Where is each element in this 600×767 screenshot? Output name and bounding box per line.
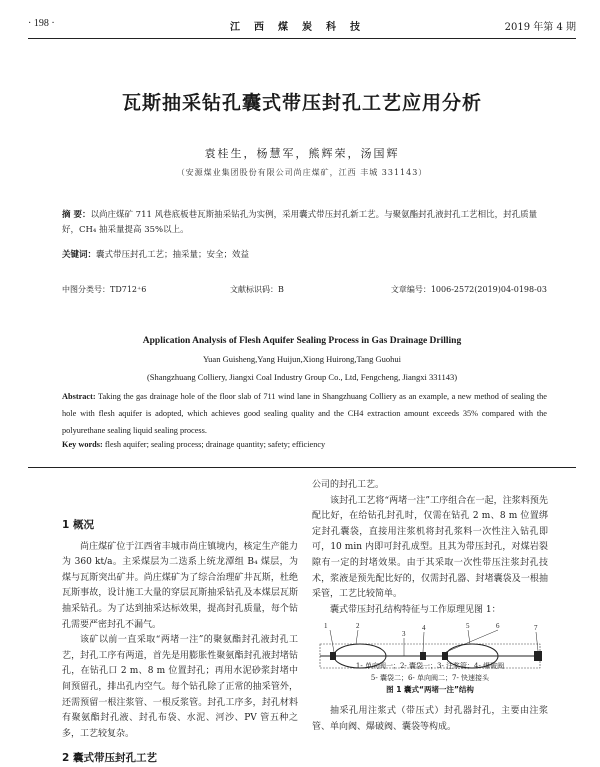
left-column (62, 518, 298, 767)
figure-label-1: 1 (324, 622, 328, 630)
article-number: 文章编号：1006-2572(2019)04-0198-03 (390, 285, 547, 294)
author-list: 袁桂生，杨慧军，熊辉荣，汤国辉 (204, 147, 400, 160)
figure-label-2: 2 (356, 622, 360, 630)
english-abstract-label: Abstract: (62, 392, 96, 401)
burst-valve (420, 652, 426, 660)
english-keywords-text: flesh aquifer; sealing process; drainage quantity; safety; efficiency (104, 440, 326, 449)
english-affiliation: (Shangzhuang Colliery, Jiangxi Coal Industry Group Co., Ltd, Fengcheng, Jiangxi 331143) (146, 372, 458, 382)
abstract-cn-text: 以尚庄煤矿 711 风巷底板巷瓦斯抽采钻孔为实例，采用囊式带压封孔新工艺。与聚氨酯封孔液封孔工艺相比，封孔质量好，CH₄ 抽采量提高 35%以上。 (62, 210, 538, 235)
section-1-paragraph: 该矿以前一直采取“两堵一注”的聚氨酯封孔液封孔工艺，封孔工序有两道，首先是用膨胀性聚氨酯封孔液封堵钻孔，在钻孔口 2 m、8 m 位置封孔；再用水泥砂浆封堵中间预留孔，排出孔内空气。每个钻孔除了正常的抽采管外，还需预留一根注浆管、一根反浆管。封孔工序多，封孔材料有聚氨酯封孔液、封孔布袋、水泥、河沙、PV 管五种之多，工艺较复杂。 (62, 635, 298, 739)
paper-title: 瓦斯抽采钻孔囊式带压封孔工艺应用分析 (121, 92, 482, 114)
figure-label-7: 7 (534, 624, 538, 632)
issue-label: 2019 年第 4 期 (504, 22, 576, 33)
header-rule (28, 38, 576, 39)
english-abstract (62, 388, 547, 439)
document-code: 文献标识码：B (230, 285, 284, 294)
right-column-tail-paragraph: 抽采孔用注浆式（带压式）封孔器封孔，主要由注浆管、单向阀、爆破阀、囊袋等构成。 (312, 706, 548, 732)
check-valve-one (330, 652, 336, 660)
abstract-cn-label: 摘 要： (62, 210, 91, 220)
figure-legend-line: 5- 囊袋二；6- 单向阀二；7- 快速接头 (370, 674, 490, 682)
figure-label-5: 5 (466, 622, 470, 630)
keywords-cn (62, 248, 547, 260)
keywords-cn-label: 关键词： (62, 250, 97, 260)
clc-number: 中图分类号：TD712⁺6 (62, 285, 147, 294)
right-column-lead: 公司的封孔工艺。 (312, 480, 385, 490)
affiliation: （安源煤业集团股份有限公司尚庄煤矿，江西 丰城 331143） (176, 168, 428, 177)
figure-legend-line: 1- 单向阀一；2- 囊袋一；3- 注浆管；4- 爆破阀 (355, 662, 505, 670)
figure-label-3: 3 (402, 630, 406, 638)
section-1-paragraph: 尚庄煤矿位于江西省丰城市尚庄镇境内，核定生产能力为 360 kt/a。主采煤层为二迭系上统龙潭组 B₄ 煤层，为煤与瓦斯突出矿井。尚庄煤矿为了综合治理矿井瓦斯，杜绝瓦斯事故，设计施工大量的穿层瓦斯抽采钻孔及本煤层瓦斯抽采钻孔。为了达到抽采达标效果，提高封孔质量，每个钻孔需要严密封孔不漏气。 (62, 541, 298, 630)
figure-label-6: 6 (496, 622, 500, 630)
right-column-tail (312, 704, 548, 735)
english-keywords-label: Key words: (62, 440, 103, 449)
english-title: Application Analysis of Flesh Aquifer Sealing Process in Gas Drainage Drilling (142, 336, 462, 346)
right-column-paragraph: 该封孔工艺将“两堵一注”工序组合在一起，注浆料预先配比好，在给钻孔封孔时，仅需在钻孔 2 m、8 m 位置绑定封孔囊袋，直接用注浆机将封孔浆料一次性注入钻孔即可，10 min 内即可封孔成型。且其为带压封孔，对煤岩裂隙有一定的封堵效果。由于其采取一次性带压注浆封孔技术，浆液是预先配比好的，仅需封孔器、封堵囊袋及一根抽采管，工艺比较简单。 (312, 495, 548, 600)
section-2-heading: 2 囊式带压封孔工艺 (62, 752, 157, 765)
right-column-paragraph: 囊式带压封孔结构特征与工作原理见图 1： (330, 604, 501, 615)
english-abstract-text: Taking the gas drainage hole of the floor slab of 711 wind lane in Shangzhuang Colliery as an example, a new method of sealing the hole with flesh aquifer is adopted, which achieves good sealing quality and the CH4 extraction amount exceeds 35% compared with the polyurethane sealing liquid sealing process. (62, 392, 547, 435)
keywords-cn-text: 囊式带压封孔工艺；抽采量；安全；效益 (96, 250, 250, 260)
figure-1-title: 图 1 囊式“两堵一注”结构 (386, 685, 474, 694)
english-keywords (62, 440, 547, 449)
figure-1-diagram (312, 592, 548, 714)
running-header (28, 18, 576, 34)
classification-line (62, 284, 547, 296)
section-1-heading: 1 概况 (62, 519, 94, 531)
journal-name: 江西煤炭科技 (230, 22, 374, 33)
abstract-cn (62, 208, 547, 238)
figure-1-legend (312, 660, 548, 684)
figure-label-4: 4 (422, 624, 426, 632)
check-valve-two (442, 652, 448, 660)
english-authors: Yuan Guisheng,Yang Huijun,Xiong Huirong,Tang Guohui (202, 354, 402, 364)
page-number: · 198 · (28, 18, 55, 29)
section-rule (28, 467, 576, 468)
